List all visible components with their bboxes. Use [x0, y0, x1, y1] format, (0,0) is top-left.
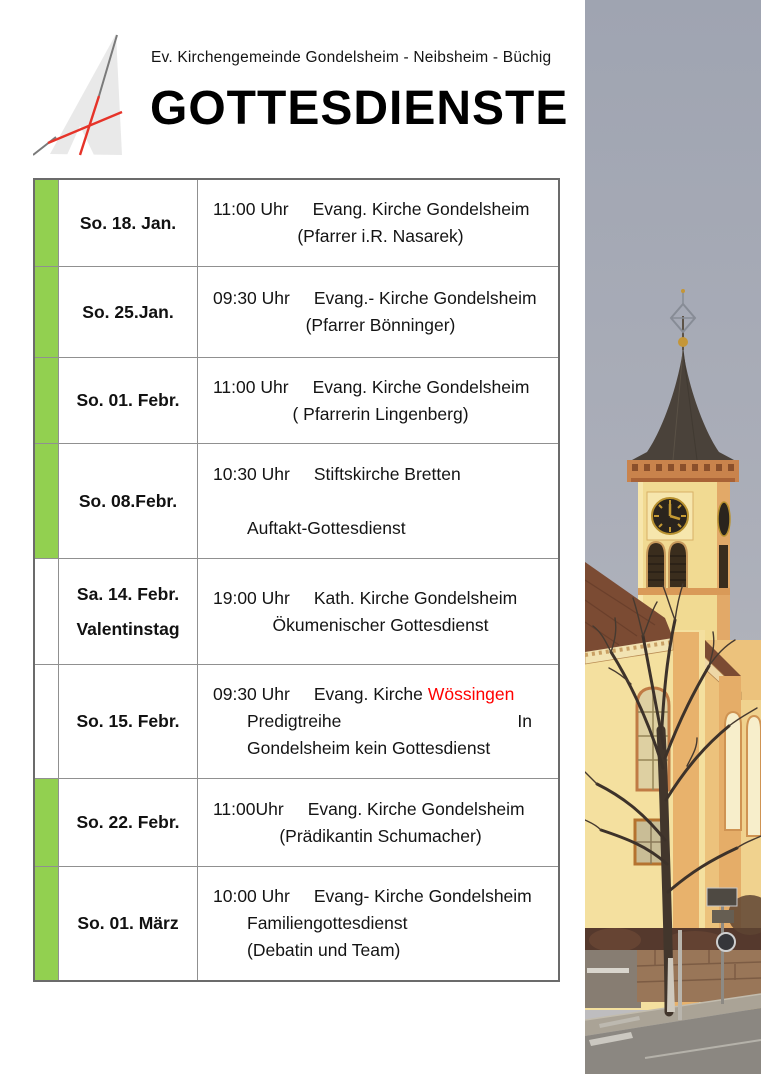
row-highlight-bar [35, 559, 59, 664]
table-row [35, 867, 558, 980]
row-highlight-bar [35, 180, 59, 266]
service-location: Evang- Kirche Gondelsheim [313, 886, 532, 906]
service-details-cell [198, 779, 558, 866]
service-date-cell [59, 358, 198, 443]
service-date-cell [59, 180, 198, 266]
row-highlight-bar [35, 358, 59, 443]
service-time-location [213, 374, 548, 401]
service-date-cell [59, 867, 198, 980]
service-date-cell [59, 559, 198, 664]
service-date: So. 18. Jan. [79, 212, 177, 233]
service-time-location [213, 196, 548, 223]
service-note: (Prädikantin Schumacher) [279, 825, 482, 846]
finial-ball [678, 337, 688, 347]
service-location: Evang.- Kirche Gondelsheim [313, 288, 537, 308]
service-time: 11:00 Uhr [213, 199, 289, 219]
service-location: Kath. Kirche Gondelsheim [313, 587, 518, 608]
round-sign [717, 933, 735, 951]
service-note-2: (Debatin und Team) [247, 940, 401, 960]
table-row [35, 665, 558, 779]
table-row [35, 444, 558, 559]
schedule-table [33, 178, 560, 982]
service-date-note: Valentinstag [76, 618, 180, 639]
row-highlight-bar [35, 267, 59, 357]
table-row [35, 779, 558, 867]
service-location: Stiftskirche Bretten [313, 463, 461, 484]
service-time: 09:30 Uhr [213, 684, 290, 704]
church-photo [585, 0, 761, 1074]
service-time: 10:00 Uhr [213, 886, 290, 906]
service-date-cell [59, 444, 198, 558]
service-time: 11:00Uhr [213, 798, 284, 819]
service-location: Evang. Kirche Gondelsheim [312, 199, 530, 219]
table-row [35, 180, 558, 267]
service-note: (Pfarrer i.R. Nasarek) [297, 226, 464, 246]
service-time-location [213, 461, 548, 488]
service-date: So. 08.Febr. [78, 490, 178, 511]
service-location: Evang. Kirche Gondelsheim [312, 376, 530, 397]
table-row [35, 559, 558, 665]
service-note: Auftakt-Gottesdienst [247, 517, 406, 538]
service-note: ( Pfarrerin Lingenberg) [292, 403, 469, 424]
service-time-location [213, 681, 548, 708]
service-date: Sa. 14. Febr. [76, 583, 180, 604]
service-time-location [213, 883, 548, 910]
ekiba-cross-icon [33, 27, 125, 160]
service-date: So. 01. Febr. [76, 390, 180, 410]
service-date-cell [59, 267, 198, 357]
service-details-cell [198, 358, 558, 443]
service-note: Ökumenischer Gottesdienst [272, 614, 489, 635]
service-date: So. 15. Febr. [76, 711, 180, 731]
service-location: Evang. Kirche Gondelsheim [307, 798, 525, 819]
street-sign [707, 888, 737, 906]
service-time: 19:00 Uhr [213, 587, 290, 608]
service-time-location [213, 796, 548, 823]
service-date-cell [59, 665, 198, 778]
service-time: 10:30 Uhr [213, 463, 290, 484]
service-time-location [213, 285, 548, 312]
row-highlight-bar [35, 867, 59, 980]
table-row [35, 358, 558, 444]
church-logo [33, 27, 125, 160]
service-date: So. 01. März [77, 913, 179, 933]
church-photo-image [585, 0, 761, 1074]
service-note: Familiengottesdienst [247, 913, 408, 933]
service-note-2: Gondelsheim kein Gottesdienst [247, 738, 491, 758]
table-row [35, 267, 558, 358]
service-date: So. 25.Jan. [82, 301, 174, 322]
service-time: 11:00 Uhr [213, 376, 289, 397]
row-highlight-bar [35, 665, 59, 778]
congregation-name: Ev. Kirchengemeinde Gondelsheim - Neibsheim - Büchig [151, 49, 552, 66]
service-date-cell [59, 779, 198, 866]
service-note: (Pfarrer Bönninger) [305, 315, 456, 335]
service-details-cell [198, 559, 558, 664]
service-details-cell [198, 444, 558, 558]
row-highlight-bar [35, 779, 59, 866]
service-details-cell [198, 665, 558, 778]
service-date: So. 22. Febr. [76, 812, 180, 832]
row-highlight-bar [35, 444, 59, 558]
service-note: Predigtreihe In [247, 711, 532, 731]
service-location: Evang. Kirche [313, 684, 423, 704]
service-details-cell [198, 267, 558, 357]
service-time-location [213, 585, 548, 612]
page-title: GOTTESDIENSTE [150, 82, 569, 135]
service-details-cell [198, 180, 558, 266]
service-time: 09:30 Uhr [213, 288, 290, 308]
service-location-highlight: Wössingen [427, 684, 515, 704]
service-details-cell [198, 867, 558, 980]
